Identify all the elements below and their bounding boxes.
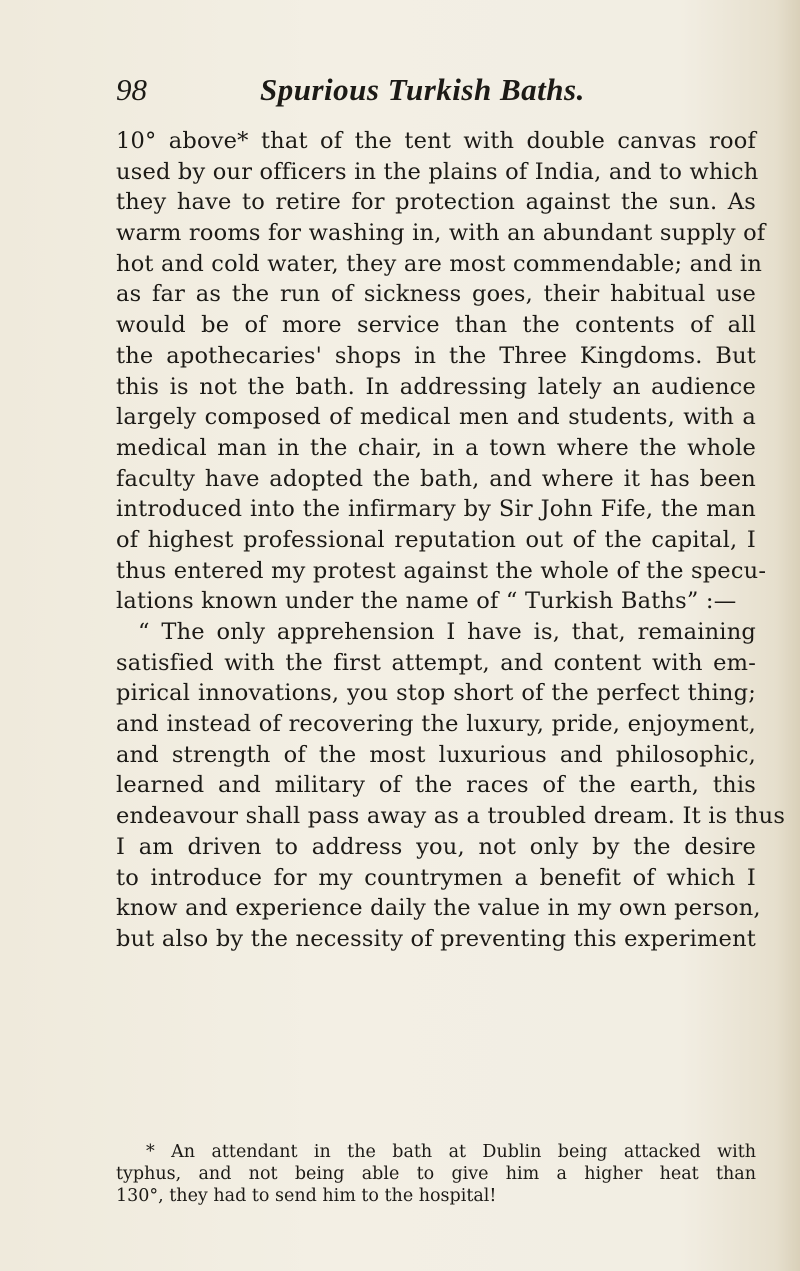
text-line: and instead of recovering the luxury, pride, enjoyment,	[116, 711, 756, 738]
text-line: know and experience daily the value in my own person,	[116, 895, 761, 922]
text-line: used by our officers in the plains of India, and to which	[116, 158, 759, 185]
text-line: warm rooms for washing in, with an abundant supply of	[116, 220, 766, 247]
text-line: thus entered my protest against the whole of the specu-	[116, 557, 767, 584]
text-line: as far as the run of sickness goes, their habitual use	[116, 281, 756, 308]
text-line: to introduce for my countrymen a benefit of which I	[116, 864, 756, 891]
footnote-line: 130°, they had to send him to the hospital!	[116, 1186, 497, 1206]
body-text	[116, 126, 786, 955]
page-header	[116, 68, 756, 112]
text-line: would be of more service than the contents of all	[116, 312, 756, 339]
text-line: lations known under the name of “ Turkish Baths” :—	[116, 588, 737, 615]
text-line: but also by the necessity of preventing this experiment	[116, 925, 756, 952]
footnote-line: * An attendant in the bath at Dublin being attacked with	[146, 1142, 756, 1162]
text-line: and strength of the most luxurious and philosophic,	[116, 741, 756, 768]
text-line: hot and cold water, they are most commendable; and in	[116, 250, 763, 277]
text-line: they have to retire for protection against the sun. As	[116, 189, 756, 216]
text-line: pirical innovations, you stop short of the perfect thing;	[116, 680, 756, 707]
text-line: “ The only apprehension I have is, that, remaining	[138, 619, 756, 645]
running-title: Spurious Turkish Baths.	[260, 72, 585, 107]
text-line: satisfied with the first attempt, and content with em-	[116, 649, 756, 676]
text-line: this is not the bath. In addressing lately an audience	[116, 373, 756, 400]
footnote-line: typhus, and not being able to give him a higher heat than	[116, 1164, 756, 1184]
text-line: learned and military of the races of the earth, this	[116, 772, 756, 799]
footnote	[116, 1141, 756, 1207]
text-line: introduced into the infirmary by Sir John Fife, the man	[116, 496, 756, 523]
text-line: faculty have adopted the bath, and where it has been	[116, 465, 756, 492]
text-line: medical man in the chair, in a town where the whole	[116, 434, 756, 461]
text-line: largely composed of medical men and students, with a	[116, 404, 756, 431]
text-line: of highest professional reputation out of the capital, I	[116, 526, 756, 553]
page-number: 98	[116, 72, 147, 107]
text-line: I am driven to address you, not only by the desire	[116, 833, 756, 860]
text-line: endeavour shall pass away as a troubled dream. It is thus	[116, 803, 786, 830]
text-line: 10° above* that of the tent with double canvas roof	[116, 128, 756, 154]
text-line: the apothecaries' shops in the Three Kingdoms. But	[116, 342, 756, 369]
